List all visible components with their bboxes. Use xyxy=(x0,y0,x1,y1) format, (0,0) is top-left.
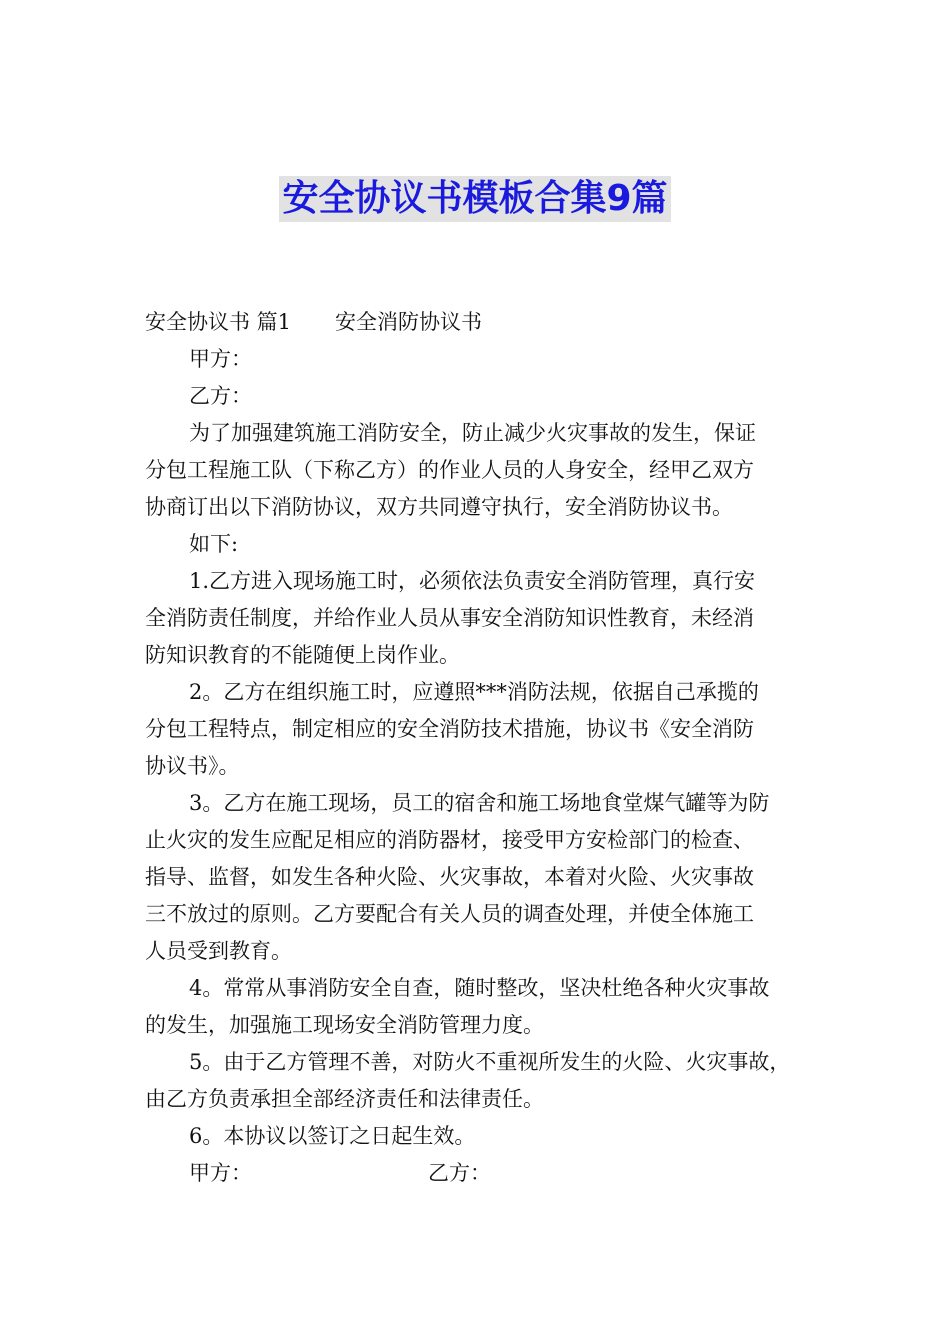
clause-3 xyxy=(145,785,815,970)
intro-line: 分包工程施工队（下称乙方）的作业人员的人身安全，经甲乙双方 xyxy=(145,458,754,482)
clause-line: 三不放过的原则。乙方要配合有关人员的调查处理，并使全体施工 xyxy=(145,902,754,926)
clause-1 xyxy=(145,563,815,674)
clause-line: 4。常常从事消防安全自查，随时整改，坚决杜绝各种火灾事故 xyxy=(189,976,770,1000)
signature-line xyxy=(145,1155,815,1192)
section-subtitle: 安全消防协议书 xyxy=(335,310,483,334)
clause-line: 指导、监督，如发生各种火险、火灾事故，本着对火险、火灾事故 xyxy=(145,865,754,889)
intro-line: 协商订出以下消防协议，双方共同遵守执行，安全消防协议书。 xyxy=(145,495,733,519)
clause-5 xyxy=(145,1044,815,1118)
clause-line: 全消防责任制度，并给作业人员从事安全消防知识性教育，未经消 xyxy=(145,606,754,630)
clause-line: 5。由于乙方管理不善，对防火不重视所发生的火险、火灾事故， xyxy=(189,1050,791,1074)
party-b-label: 乙方： xyxy=(189,384,252,408)
intro-line: 为了加强建筑施工消防安全，防止减少火灾事故的发生，保证 xyxy=(189,421,756,445)
clause-line: 1.乙方进入现场施工时，必须依法负责安全消防管理，真行安 xyxy=(189,569,756,593)
clause-line: 2。乙方在组织施工时，应遵照***消防法规，依据自己承揽的 xyxy=(189,680,759,704)
clause-line: 分包工程特点，制定相应的安全消防技术措施，协议书《安全消防 xyxy=(145,717,754,741)
as-follows-label: 如下: xyxy=(189,532,239,556)
clause-line: 止火灾的发生应配足相应的消防器材，接受甲方安检部门的检查、 xyxy=(145,828,754,852)
party-a-label: 甲方： xyxy=(189,347,252,371)
intro-paragraph xyxy=(145,415,815,526)
clause-line: 的发生，加强施工现场安全消防管理力度。 xyxy=(145,1013,544,1037)
title-container xyxy=(0,176,950,222)
clause-4 xyxy=(145,970,815,1044)
clause-6 xyxy=(145,1118,815,1155)
sign-party-a: 甲方： xyxy=(189,1161,252,1185)
clause-line: 由乙方负责承担全部经济责任和法律责任。 xyxy=(145,1087,544,1111)
clause-line: 协议书》。 xyxy=(145,754,240,778)
clause-line: 人员受到教育。 xyxy=(145,939,292,963)
document-body xyxy=(145,304,815,1192)
section-heading: 安全协议书 篇1 xyxy=(145,310,292,334)
document-title: 安全协议书模板合集9篇 xyxy=(279,176,670,222)
clause-line: 6。本协议以签订之日起生效。 xyxy=(189,1124,476,1148)
clause-2 xyxy=(145,674,815,785)
section-heading-line xyxy=(145,304,815,341)
clause-line: 3。乙方在施工现场，员工的宿舍和施工场地食堂煤气罐等为防 xyxy=(189,791,770,815)
clause-line: 防知识教育的不能随便上岗作业。 xyxy=(145,643,460,667)
sign-party-b: 乙方： xyxy=(428,1161,491,1185)
